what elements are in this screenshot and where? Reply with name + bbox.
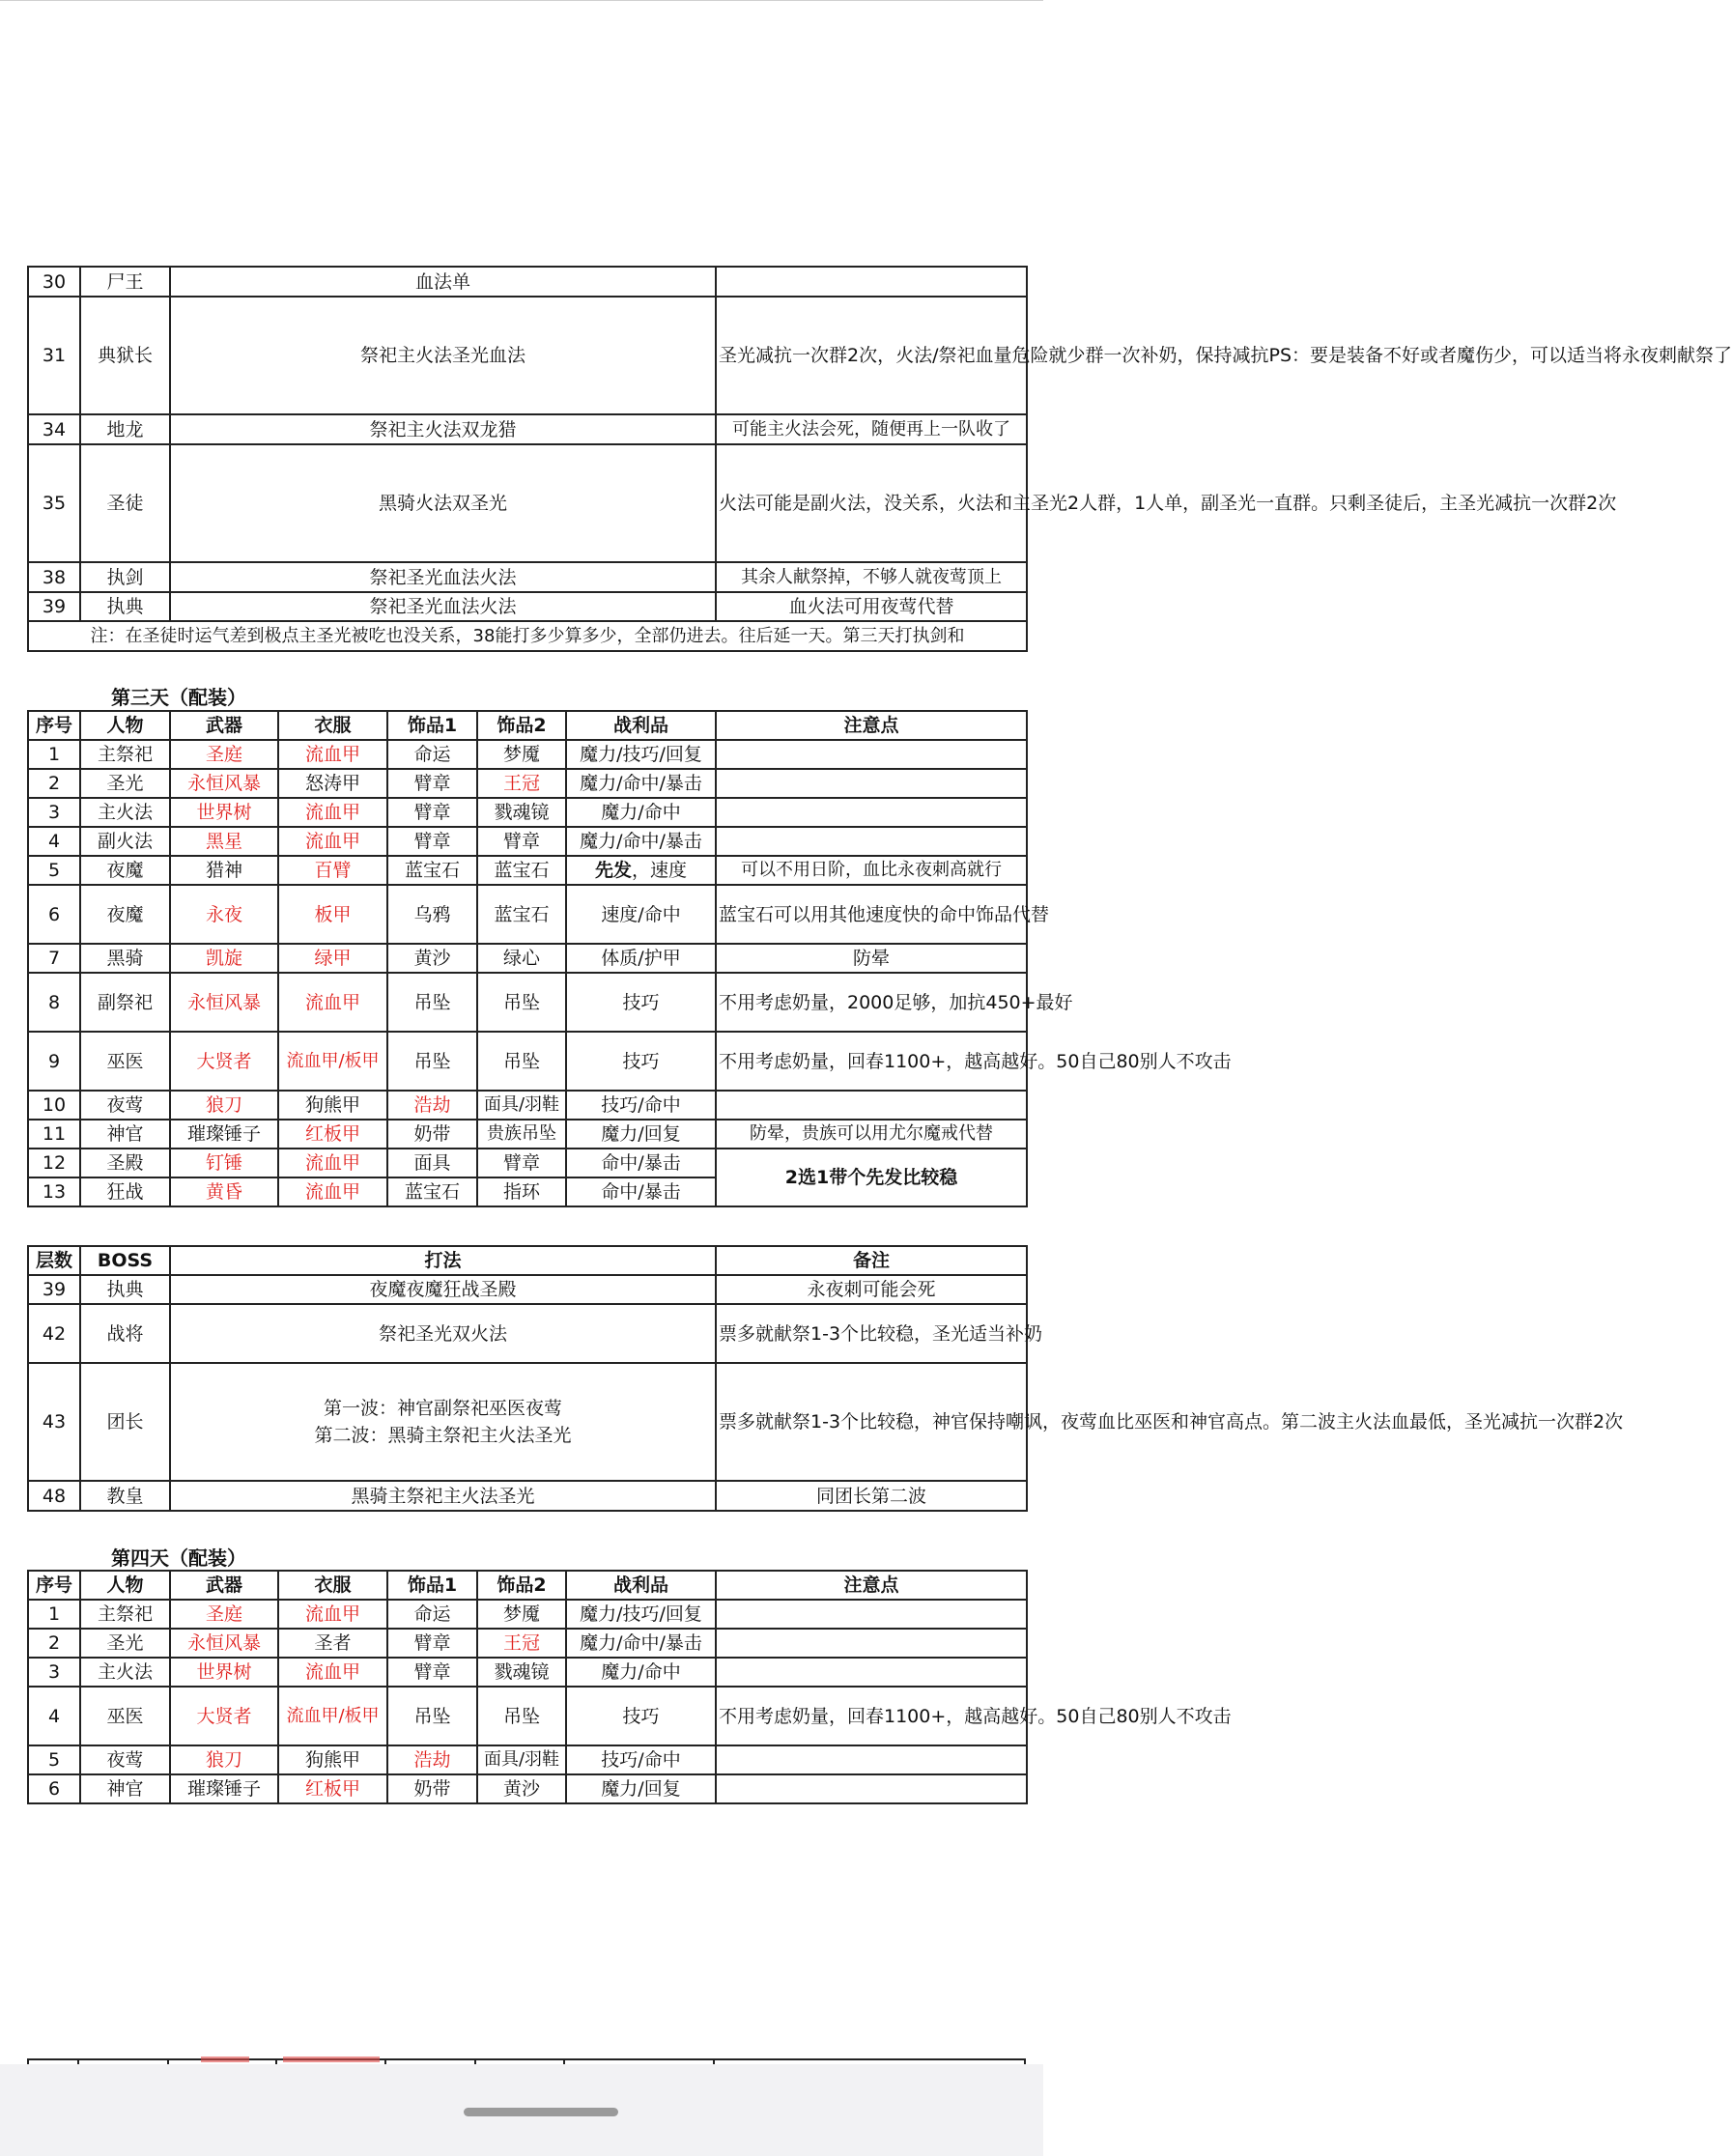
accessory1-cell: 臂章 [387,1658,477,1687]
header-row [28,711,1027,740]
role-cell: 巫医 [80,1032,170,1091]
accessory1-cell: 蓝宝石 [387,856,477,885]
table-row [28,267,1027,297]
note-cell: 不用考虑奶量，回春1100+，越高越好。50自己80别人不攻击 [716,1687,1027,1745]
loot-cell: 体质/护甲 [566,944,716,973]
column-header: 人物 [80,1571,170,1600]
column-header: 衣服 [278,1571,387,1600]
floor-cell: 48 [28,1481,80,1511]
weapon-cell: 凯旋 [170,944,278,973]
table-row [28,592,1027,621]
header-row [28,1571,1027,1600]
accessory1-cell: 乌鸦 [387,885,477,944]
accessory2-cell: 绿心 [477,944,566,973]
accessory2-cell: 蓝宝石 [477,885,566,944]
note-cell: 可以不用日阶，血比永夜刺高就行 [716,856,1027,885]
note-cell: 票多就献祭1-3个比较稳，神官保持嘲讽，夜莺血比巫医和神官高点。第二波主火法血最低，圣光减抗一次群2次 [716,1363,1027,1481]
table-row [28,1091,1027,1120]
note-cell: 火法可能是副火法，没关系，火法和主圣光2人群，1人单，副圣光一直群。只剩圣徒后，主圣光减抗一次群2次 [716,444,1027,562]
day3-equipment-table [27,710,1232,1207]
armor-cell: 流血甲 [278,740,387,769]
table-row [28,1774,1027,1803]
table-row [28,827,1027,856]
note-cell: 可能主火法会死，随便再上一队收了 [716,414,1027,444]
accessory2-cell: 梦魇 [477,1600,566,1629]
table-row [28,1658,1027,1687]
num-cell: 13 [28,1177,80,1206]
accessory1-cell: 浩劫 [387,1091,477,1120]
role-cell: 主祭祀 [80,740,170,769]
table-row [28,856,1027,885]
table-row [28,1629,1027,1658]
accessory2-cell: 蓝宝石 [477,856,566,885]
accessory1-cell: 臂章 [387,798,477,827]
wave1-text: 第一波：神官副祭祀巫医夜莺 [323,1398,562,1419]
loot-cell [566,856,716,885]
day4-equipment-table [27,1570,1232,1804]
num-cell: 6 [28,885,80,944]
column-header: 打法 [170,1246,716,1275]
column-header: 层数 [28,1246,80,1275]
table-row [28,1032,1027,1091]
armor-cell: 流血甲 [278,827,387,856]
armor-cell: 狗熊甲 [278,1745,387,1774]
armor-cell: 圣者 [278,1629,387,1658]
role-cell: 狂战 [80,1177,170,1206]
accessory1-cell: 奶带 [387,1774,477,1803]
weapon-cell: 永恒风暴 [170,1629,278,1658]
wave2-text: 第二波：黑骑主祭祀主火法圣光 [314,1425,572,1446]
accessory1-cell: 臂章 [387,1629,477,1658]
role-cell: 夜魔 [80,885,170,944]
tactic-cell: 祭祀主火法双龙猎 [170,414,716,444]
role-cell: 副祭祀 [80,973,170,1032]
note-cell: 圣光减抗一次群2次，火法/祭祀血量危险就少群一次补奶，保持减抗PS：要是装备不好或者魔伤少，可以适当将永夜刺献祭了 [716,297,1027,414]
table-row [28,1600,1027,1629]
weapon-cell: 璀璨锤子 [170,1120,278,1149]
tactic-cell: 黑骑主祭祀主火法圣光 [170,1481,716,1511]
num-cell: 2 [28,1629,80,1658]
table-row [28,1481,1027,1511]
accessory1-cell: 浩劫 [387,1745,477,1774]
armor-cell: 狗熊甲 [278,1091,387,1120]
note-cell: 2选1带个先发比较稳 [716,1149,1027,1206]
table-row [28,1149,1027,1177]
accessory2-cell: 面具/羽鞋 [477,1745,566,1774]
loot-cell: 魔力/技巧/回复 [566,1600,716,1629]
column-header: 人物 [80,711,170,740]
armor-cell: 绿甲 [278,944,387,973]
note-cell: 其余人献祭掉，不够人就夜莺顶上 [716,562,1027,592]
accessory2-cell: 面具/羽鞋 [477,1091,566,1120]
num-cell: 4 [28,827,80,856]
note-cell: 不用考虑奶量，回春1100+，越高越好。50自己80别人不攻击 [716,1032,1027,1091]
column-header: 饰品2 [477,1571,566,1600]
note-cell [716,1629,1027,1658]
floor-cell: 39 [28,592,80,621]
boss-cell: 团长 [80,1363,170,1481]
role-cell: 夜莺 [80,1745,170,1774]
floor-cell: 34 [28,414,80,444]
armor-cell: 百臂 [278,856,387,885]
weapon-cell: 狼刀 [170,1745,278,1774]
accessory1-cell: 命运 [387,1600,477,1629]
loot-cell: 魔力/命中/暴击 [566,769,716,798]
num-cell: 1 [28,740,80,769]
boss-cell: 圣徒 [80,444,170,562]
armor-cell: 怒涛甲 [278,769,387,798]
accessory1-cell: 吊坠 [387,1032,477,1091]
tactic-cell [170,1363,716,1481]
weapon-cell: 璀璨锤子 [170,1774,278,1803]
system-nav-bar [0,2064,1043,2156]
accessory1-cell: 奶带 [387,1120,477,1149]
column-header: 武器 [170,1571,278,1600]
table-row [28,885,1027,944]
column-header: 饰品1 [387,1571,477,1600]
accessory2-cell: 吊坠 [477,1687,566,1745]
note-cell [716,1091,1027,1120]
role-cell: 神官 [80,1774,170,1803]
weapon-cell: 狼刀 [170,1091,278,1120]
num-cell: 12 [28,1149,80,1177]
accessory2-cell: 王冠 [477,1629,566,1658]
floor-cell: 38 [28,562,80,592]
table-row [28,1120,1027,1149]
note-cell [716,827,1027,856]
role-cell: 黑骑 [80,944,170,973]
loot-cell: 魔力/命中/暴击 [566,1629,716,1658]
accessory1-cell: 面具 [387,1149,477,1177]
accessory1-cell: 命运 [387,740,477,769]
tactic-cell: 祭祀圣光血法火法 [170,562,716,592]
floor-cell: 35 [28,444,80,562]
armor-cell: 红板甲 [278,1774,387,1803]
armor-cell: 流血甲 [278,1658,387,1687]
num-cell: 8 [28,973,80,1032]
accessory2-cell: 戮魂镜 [477,1658,566,1687]
table-row [28,1745,1027,1774]
boss-cell: 地龙 [80,414,170,444]
table-row [28,1363,1027,1481]
boss-cell: 教皇 [80,1481,170,1511]
weapon-cell: 永夜 [170,885,278,944]
table-row [28,769,1027,798]
accessory1-cell: 吊坠 [387,973,477,1032]
column-header: 注意点 [716,1571,1027,1600]
boss-cell: 执典 [80,592,170,621]
table-row [28,944,1027,973]
table-row [28,297,1027,414]
role-cell: 夜魔 [80,856,170,885]
note-cell: 防晕，贵族可以用尤尔魔戒代替 [716,1120,1027,1149]
floor-cell: 43 [28,1363,80,1481]
tactic-cell: 黑骑火法双圣光 [170,444,716,562]
role-cell: 圣殿 [80,1149,170,1177]
tactic-cell: 祭祀主火法圣光血法 [170,297,716,414]
num-cell: 5 [28,856,80,885]
loot-cell: 魔力/命中 [566,798,716,827]
loot-cell: 魔力/回复 [566,1120,716,1149]
tactic-cell: 血法单 [170,267,716,297]
column-header: 战利品 [566,1571,716,1600]
num-cell: 7 [28,944,80,973]
weapon-cell: 圣庭 [170,1600,278,1629]
weapon-cell: 大贤者 [170,1687,278,1745]
armor-cell: 红板甲 [278,1120,387,1149]
note-cell [716,1745,1027,1774]
num-cell: 9 [28,1032,80,1091]
weapon-cell: 永恒风暴 [170,769,278,798]
day4-title: 第四天（配装） [111,1546,246,1570]
loot-cell: 技巧/命中 [566,1091,716,1120]
footnote-cell: 注：在圣徒时运气差到极点主圣光被吃也没关系，38能打多少算多少，全部仍进去。往后延一天。第三天打执剑和 [28,621,1027,651]
floor-cell: 31 [28,297,80,414]
weapon-cell: 圣庭 [170,740,278,769]
num-cell: 1 [28,1600,80,1629]
table-row [28,414,1027,444]
note-cell: 票多就献祭1-3个比较稳，圣光适当补奶 [716,1304,1027,1363]
loot-cell: 技巧/命中 [566,1745,716,1774]
accessory2-cell: 吊坠 [477,1032,566,1091]
loot-cell: 技巧 [566,1687,716,1745]
weapon-cell: 黄昏 [170,1177,278,1206]
num-cell: 4 [28,1687,80,1745]
num-cell: 2 [28,769,80,798]
boss-tactics-table-b [27,1245,1624,1512]
column-header: 衣服 [278,711,387,740]
loot-text: ，速度 [632,860,688,881]
note-cell: 永夜刺可能会死 [716,1275,1027,1304]
tactic-cell: 祭祀圣光血法火法 [170,592,716,621]
loot-cell: 技巧 [566,1032,716,1091]
loot-cell: 速度/命中 [566,885,716,944]
num-cell: 10 [28,1091,80,1120]
home-gesture-handle[interactable] [464,2108,618,2116]
armor-cell: 流血甲 [278,973,387,1032]
accessory1-cell: 臂章 [387,769,477,798]
note-cell: 同团长第二波 [716,1481,1027,1511]
accessory2-cell: 指环 [477,1177,566,1206]
loot-cell: 魔力/回复 [566,1774,716,1803]
table-row [28,740,1027,769]
role-cell: 主祭祀 [80,1600,170,1629]
accessory2-cell: 戮魂镜 [477,798,566,827]
weapon-cell: 永恒风暴 [170,973,278,1032]
column-header: 饰品1 [387,711,477,740]
note-cell [716,798,1027,827]
note-cell: 不用考虑奶量，2000足够，加抗450+最好 [716,973,1027,1032]
column-header: 序号 [28,711,80,740]
boss-cell: 战将 [80,1304,170,1363]
note-cell: 血火法可用夜莺代替 [716,592,1027,621]
accessory2-cell: 臂章 [477,1149,566,1177]
floor-cell: 39 [28,1275,80,1304]
role-cell: 主火法 [80,798,170,827]
note-cell [716,1774,1027,1803]
day3-title: 第三天（配装） [111,686,246,709]
column-header: 战利品 [566,711,716,740]
armor-cell: 流血甲/板甲 [278,1687,387,1745]
num-cell: 11 [28,1120,80,1149]
num-cell: 3 [28,798,80,827]
note-cell [716,267,1027,297]
role-cell: 圣光 [80,769,170,798]
column-header: 饰品2 [477,711,566,740]
tactic-cell: 祭祀圣光双火法 [170,1304,716,1363]
role-cell: 神官 [80,1120,170,1149]
weapon-cell: 世界树 [170,1658,278,1687]
table-row [28,798,1027,827]
column-header: 备注 [716,1246,1027,1275]
accessory2-cell: 贵族吊坠 [477,1120,566,1149]
boss-cell: 典狱长 [80,297,170,414]
accessory2-cell: 吊坠 [477,973,566,1032]
weapon-cell: 黑星 [170,827,278,856]
boss-tactics-table-a [27,266,1732,652]
column-header: BOSS [80,1246,170,1275]
armor-cell: 流血甲 [278,1149,387,1177]
role-cell: 巫医 [80,1687,170,1745]
loot-cell: 命中/暴击 [566,1177,716,1206]
first-move-label: 先发 [594,860,632,881]
tactic-cell: 夜魔夜魔狂战圣殿 [170,1275,716,1304]
accessory2-cell: 黄沙 [477,1774,566,1803]
loot-cell: 技巧 [566,973,716,1032]
column-header: 武器 [170,711,278,740]
loot-cell: 魔力/技巧/回复 [566,740,716,769]
loot-cell: 命中/暴击 [566,1149,716,1177]
note-cell: 防晕 [716,944,1027,973]
role-cell: 夜莺 [80,1091,170,1120]
column-header: 注意点 [716,711,1027,740]
note-cell [716,769,1027,798]
num-cell: 3 [28,1658,80,1687]
armor-cell: 板甲 [278,885,387,944]
accessory2-cell: 王冠 [477,769,566,798]
role-cell: 圣光 [80,1629,170,1658]
role-cell: 主火法 [80,1658,170,1687]
column-header: 序号 [28,1571,80,1600]
note-cell: 蓝宝石可以用其他速度快的命中饰品代替 [716,885,1027,944]
weapon-cell: 钉锤 [170,1149,278,1177]
weapon-cell: 大贤者 [170,1032,278,1091]
table-row [28,1687,1027,1745]
accessory1-cell: 蓝宝石 [387,1177,477,1206]
table-row [28,1275,1027,1304]
table-row [28,1304,1027,1363]
table-row [28,973,1027,1032]
boss-cell: 执典 [80,1275,170,1304]
accessory2-cell: 梦魇 [477,740,566,769]
note-cell [716,1600,1027,1629]
num-cell: 6 [28,1774,80,1803]
armor-cell: 流血甲 [278,1177,387,1206]
header-row [28,1246,1027,1275]
table-row [28,444,1027,562]
accessory2-cell: 臂章 [477,827,566,856]
weapon-cell: 猎神 [170,856,278,885]
armor-cell: 流血甲 [278,798,387,827]
weapon-cell: 世界树 [170,798,278,827]
armor-cell: 流血甲/板甲 [278,1032,387,1091]
accessory1-cell: 吊坠 [387,1687,477,1745]
note-cell [716,740,1027,769]
floor-cell: 30 [28,267,80,297]
role-cell: 副火法 [80,827,170,856]
loot-cell: 魔力/命中 [566,1658,716,1687]
boss-cell: 尸王 [80,267,170,297]
armor-cell: 流血甲 [278,1600,387,1629]
table-row [28,562,1027,592]
note-cell [716,1658,1027,1687]
accessory1-cell: 黄沙 [387,944,477,973]
top-divider [0,0,1043,1]
table-row [28,621,1027,651]
floor-cell: 42 [28,1304,80,1363]
num-cell: 5 [28,1745,80,1774]
accessory1-cell: 臂章 [387,827,477,856]
loot-cell: 魔力/命中/暴击 [566,827,716,856]
boss-cell: 执剑 [80,562,170,592]
